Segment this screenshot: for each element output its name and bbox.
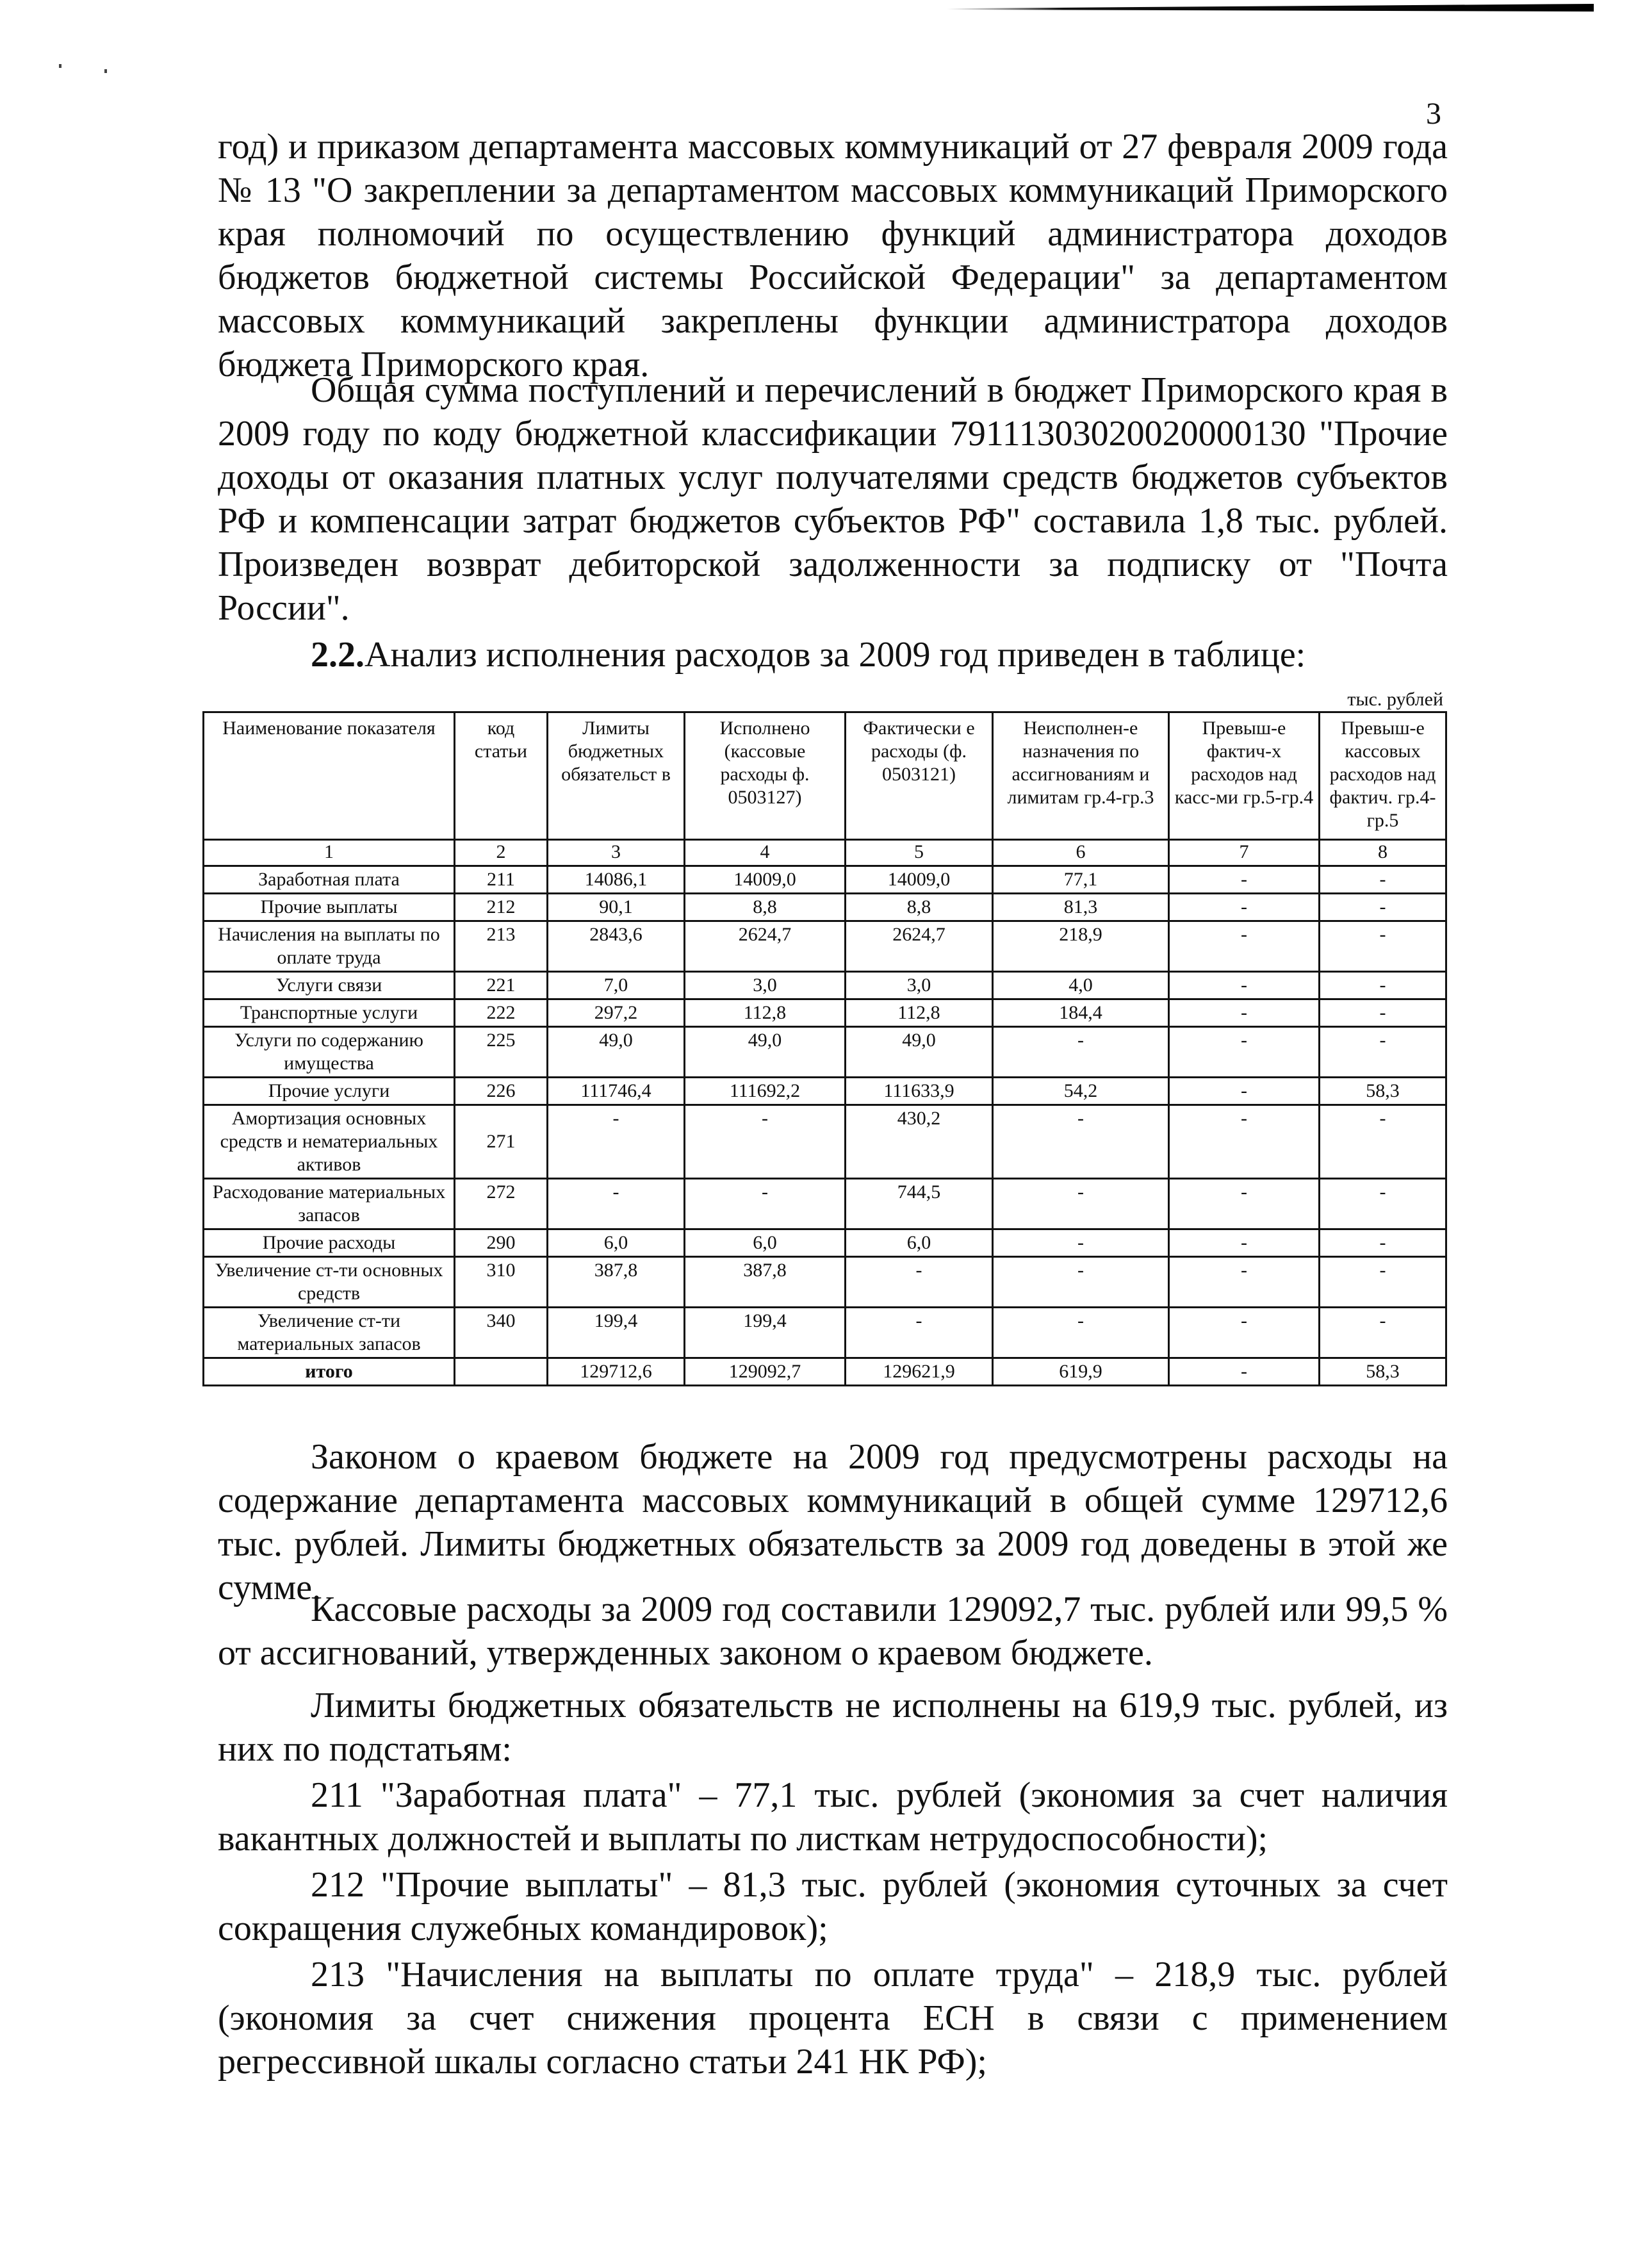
table-row: [204, 999, 1446, 1027]
paragraph-item-212-text: 212 "Прочие выплаты" – 81,3 тыс. рублей (экономия суточных за счет сокращения служебных командировок);: [218, 1865, 1448, 1948]
cell-actual-expenses: -: [846, 1308, 993, 1358]
cell-budget-limits: -: [548, 1179, 685, 1229]
paragraph-item-213: [218, 1953, 1448, 2083]
cell-indicator-name: Услуги по содержанию имущества: [204, 1027, 455, 1078]
cell-budget-limits: 297,2: [548, 999, 685, 1027]
cell-article-code: 272: [455, 1179, 548, 1229]
cell-budget-limits: -: [548, 1105, 685, 1179]
cell-actual-expenses: 2624,7: [846, 921, 993, 972]
cell-article-code: 226: [455, 1078, 548, 1105]
table-row: [204, 894, 1446, 921]
paragraph-intro-text: год) и приказом департамента массовых коммуникаций от 27 февраля 2009 года № 13 "О закреплении за департаментом массовых коммуникаций Приморского края полномочий по осуществлению функций администратора доходов бюджетов бюджетной системы Российской Федерации" за департаментом массовых коммуникаций закреплены функции администратора доходов бюджета Приморского края.: [218, 127, 1448, 384]
table-row: [204, 1078, 1446, 1105]
cell-cash-executed: 199,4: [685, 1308, 846, 1358]
cell-unexecuted: 54,2: [993, 1078, 1169, 1105]
cell-excess-actual-over-cash: -: [1169, 921, 1320, 972]
cell-excess-cash-over-actual: 58,3: [1320, 1078, 1446, 1105]
cell-excess-cash-over-actual: -: [1320, 1229, 1446, 1257]
cell-unexecuted: 218,9: [993, 921, 1169, 972]
paragraph-law-text: Законом о краевом бюджете на 2009 год предусмотрены расходы на содержание департамента массовых коммуникаций в общей сумме 129712,6 тыс. рублей. Лимиты бюджетных обязательств за 2009 год доведены в этой же сумме.: [218, 1437, 1448, 1607]
cell-article-code: 221: [455, 972, 548, 999]
cell-indicator-name: Транспортные услуги: [204, 999, 455, 1027]
cell-indicator-name: Прочие услуги: [204, 1078, 455, 1105]
cell-excess-actual-over-cash: -: [1169, 972, 1320, 999]
cell-unexecuted: -: [993, 1229, 1169, 1257]
cell-actual-expenses: 8,8: [846, 894, 993, 921]
table-row: [204, 1105, 1446, 1179]
cell-cash-executed: 129092,7: [685, 1358, 846, 1386]
cell-excess-cash-over-actual: -: [1320, 999, 1446, 1027]
cell-budget-limits: 7,0: [548, 972, 685, 999]
cell-actual-expenses: 6,0: [846, 1229, 993, 1257]
cell-article-code: 340: [455, 1308, 548, 1358]
cell-cash-executed: 6,0: [685, 1229, 846, 1257]
total-label: итого: [204, 1358, 455, 1386]
cell-excess-cash-over-actual: -: [1320, 1027, 1446, 1078]
paragraph-limits-text: Лимиты бюджетных обязательств не исполнены на 619,9 тыс. рублей, из них по подстатьям:: [218, 1686, 1448, 1769]
cell-budget-limits: 199,4: [548, 1308, 685, 1358]
cell-budget-limits: 129712,6: [548, 1358, 685, 1386]
scan-speck: [59, 64, 61, 68]
paragraph-revenue-text: Общая сумма поступлений и перечислений в бюджет Приморского края в 2009 году по коду бюджетной классификации 79111303020020000130 "Прочие доходы от оказания платных услуг получателями средств бюджетов субъектов РФ и компенсации затрат бюджетов субъектов РФ" составила 1,8 тыс. рублей. Произведен возврат дебиторской задолженности за подписку от "Почта России".: [218, 370, 1448, 628]
cell-unexecuted: 184,4: [993, 999, 1169, 1027]
table-header-cell: Фактически е расходы (ф. 0503121): [846, 712, 993, 840]
cell-excess-cash-over-actual: -: [1320, 1179, 1446, 1229]
cell-actual-expenses: 744,5: [846, 1179, 993, 1229]
cell-budget-limits: 387,8: [548, 1257, 685, 1308]
cell-excess-cash-over-actual: -: [1320, 921, 1446, 972]
cell-excess-cash-over-actual: -: [1320, 1105, 1446, 1179]
table-row: [204, 1229, 1446, 1257]
table-column-number: 3: [548, 840, 685, 866]
cell-excess-cash-over-actual: -: [1320, 972, 1446, 999]
table-units: тыс. рублей: [1347, 689, 1443, 710]
cell-cash-executed: 3,0: [685, 972, 846, 999]
cell-indicator-name: Услуги связи: [204, 972, 455, 999]
cell-excess-actual-over-cash: -: [1169, 1078, 1320, 1105]
cell-unexecuted: 77,1: [993, 866, 1169, 894]
table-row: [204, 1308, 1446, 1358]
table-header-cell: Лимиты бюджетных обязательст в: [548, 712, 685, 840]
table-row: [204, 921, 1446, 972]
table-header-cell: Наименование показателя: [204, 712, 455, 840]
cell-article-code: 310: [455, 1257, 548, 1308]
cell-article-code: 225: [455, 1027, 548, 1078]
paragraph-intro: [218, 125, 1448, 386]
cell-cash-executed: 2624,7: [685, 921, 846, 972]
cell-indicator-name: Увеличение ст-ти основных средств: [204, 1257, 455, 1308]
cell-excess-actual-over-cash: -: [1169, 1027, 1320, 1078]
cell-actual-expenses: 111633,9: [846, 1078, 993, 1105]
cell-cash-executed: 14009,0: [685, 866, 846, 894]
cell-cash-executed: -: [685, 1105, 846, 1179]
cell-excess-actual-over-cash: -: [1169, 1358, 1320, 1386]
cell-unexecuted: -: [993, 1105, 1169, 1179]
cell-indicator-name: Прочие расходы: [204, 1229, 455, 1257]
cell-actual-expenses: 49,0: [846, 1027, 993, 1078]
cell-excess-actual-over-cash: -: [1169, 1229, 1320, 1257]
cell-excess-cash-over-actual: 58,3: [1320, 1358, 1446, 1386]
cell-indicator-name: Прочие выплаты: [204, 894, 455, 921]
table-column-number: 2: [455, 840, 548, 866]
table-row: [204, 1257, 1446, 1308]
cell-budget-limits: 2843,6: [548, 921, 685, 972]
cell-cash-executed: 49,0: [685, 1027, 846, 1078]
cell-cash-executed: 111692,2: [685, 1078, 846, 1105]
cell-article-code: 213: [455, 921, 548, 972]
paragraph-item-211: [218, 1773, 1448, 1861]
table-column-number: 1: [204, 840, 455, 866]
cell-budget-limits: 6,0: [548, 1229, 685, 1257]
table-column-number: 7: [1169, 840, 1320, 866]
cell-excess-actual-over-cash: -: [1169, 1179, 1320, 1229]
cell-unexecuted: -: [993, 1257, 1169, 1308]
cell-indicator-name: Увеличение ст-ти материальных запасов: [204, 1308, 455, 1358]
cell-excess-actual-over-cash: -: [1169, 866, 1320, 894]
expenditure-table: [202, 711, 1447, 1386]
cell-cash-executed: 387,8: [685, 1257, 846, 1308]
cell-indicator-name: Расходование материальных запасов: [204, 1179, 455, 1229]
table-header-cell: Исполнено (кассовые расходы ф. 0503127): [685, 712, 846, 840]
cell-unexecuted: 4,0: [993, 972, 1169, 999]
cell-article-code: 212: [455, 894, 548, 921]
table-row: [204, 866, 1446, 894]
cell-actual-expenses: 14009,0: [846, 866, 993, 894]
cell-actual-expenses: -: [846, 1257, 993, 1308]
cell-excess-actual-over-cash: -: [1169, 894, 1320, 921]
paragraph-limits: [218, 1684, 1448, 1771]
cell-cash-executed: 8,8: [685, 894, 846, 921]
paragraph-item-213-text: 213 "Начисления на выплаты по оплате труда" – 218,9 тыс. рублей (экономия за счет снижения процента ЕСН в связи с применением регрессивной шкалы согласно статьи 241 НК РФ);: [218, 1955, 1448, 2082]
table-row: [204, 1179, 1446, 1229]
cell-unexecuted: -: [993, 1027, 1169, 1078]
paragraph-item-212: [218, 1863, 1448, 1950]
cell-actual-expenses: 430,2: [846, 1105, 993, 1179]
table-column-numbers-row: [204, 840, 1446, 866]
table-column-number: 8: [1320, 840, 1446, 866]
section-heading: [311, 634, 1306, 675]
cell-unexecuted: 619,9: [993, 1358, 1169, 1386]
cell-excess-actual-over-cash: -: [1169, 1257, 1320, 1308]
cell-article-code: 211: [455, 866, 548, 894]
table-header-cell: Неисполнен-е назначения по ассигнованиям и лимитам гр.4-гр.3: [993, 712, 1169, 840]
page-number: 3: [1426, 97, 1441, 131]
cell-unexecuted: -: [993, 1308, 1169, 1358]
cell-excess-actual-over-cash: -: [1169, 1105, 1320, 1179]
paragraph-cash-text: Кассовые расходы за 2009 год составили 129092,7 тыс. рублей или 99,5 % от ассигнований, утвержденных законом о краевом бюджете.: [218, 1590, 1448, 1673]
cell-article-code: 271: [455, 1105, 548, 1179]
table-header-cell: код статьи: [455, 712, 548, 840]
table-row: [204, 972, 1446, 999]
table-header-row: [204, 712, 1446, 840]
cell-budget-limits: 49,0: [548, 1027, 685, 1078]
cell-article-code: 222: [455, 999, 548, 1027]
cell-indicator-name: Амортизация основных средств и нематериальных активов: [204, 1105, 455, 1179]
cell-budget-limits: 90,1: [548, 894, 685, 921]
cell-excess-cash-over-actual: -: [1320, 894, 1446, 921]
cell-cash-executed: -: [685, 1179, 846, 1229]
table-column-number: 4: [685, 840, 846, 866]
paragraph-law: [218, 1435, 1448, 1609]
paragraph-revenue: [218, 368, 1448, 630]
cell-article-code: 290: [455, 1229, 548, 1257]
table-total-row: [204, 1358, 1446, 1386]
cell-actual-expenses: 112,8: [846, 999, 993, 1027]
cell-excess-actual-over-cash: -: [1169, 1308, 1320, 1358]
table-header-cell: Превыш-е фактич-х расходов над касс-ми гр.5-гр.4: [1169, 712, 1320, 840]
cell-excess-cash-over-actual: -: [1320, 866, 1446, 894]
cell-actual-expenses: 129621,9: [846, 1358, 993, 1386]
table-column-number: 5: [846, 840, 993, 866]
paragraph-item-211-text: 211 "Заработная плата" – 77,1 тыс. рублей (экономия за счет наличия вакантных должностей и выплаты по листкам нетрудоспособности);: [218, 1775, 1448, 1859]
cell-excess-cash-over-actual: -: [1320, 1257, 1446, 1308]
cell-article-code: [455, 1358, 548, 1386]
table-header-cell: Превыш-е кассовых расходов над фактич. гр.4-гр.5: [1320, 712, 1446, 840]
scan-artifact-line: [947, 4, 1594, 12]
cell-indicator-name: Заработная плата: [204, 866, 455, 894]
scan-speck: [104, 69, 107, 73]
table-column-number: 6: [993, 840, 1169, 866]
cell-cash-executed: 112,8: [685, 999, 846, 1027]
section-number: 2.2.: [311, 635, 364, 675]
cell-indicator-name: Начисления на выплаты по оплате труда: [204, 921, 455, 972]
table-row: [204, 1027, 1446, 1078]
cell-unexecuted: 81,3: [993, 894, 1169, 921]
cell-actual-expenses: 3,0: [846, 972, 993, 999]
section-title: Анализ исполнения расходов за 2009 год приведен в таблице:: [364, 635, 1306, 675]
paragraph-cash: [218, 1588, 1448, 1675]
cell-unexecuted: -: [993, 1179, 1169, 1229]
cell-budget-limits: 111746,4: [548, 1078, 685, 1105]
cell-budget-limits: 14086,1: [548, 866, 685, 894]
cell-excess-cash-over-actual: -: [1320, 1308, 1446, 1358]
cell-excess-actual-over-cash: -: [1169, 999, 1320, 1027]
